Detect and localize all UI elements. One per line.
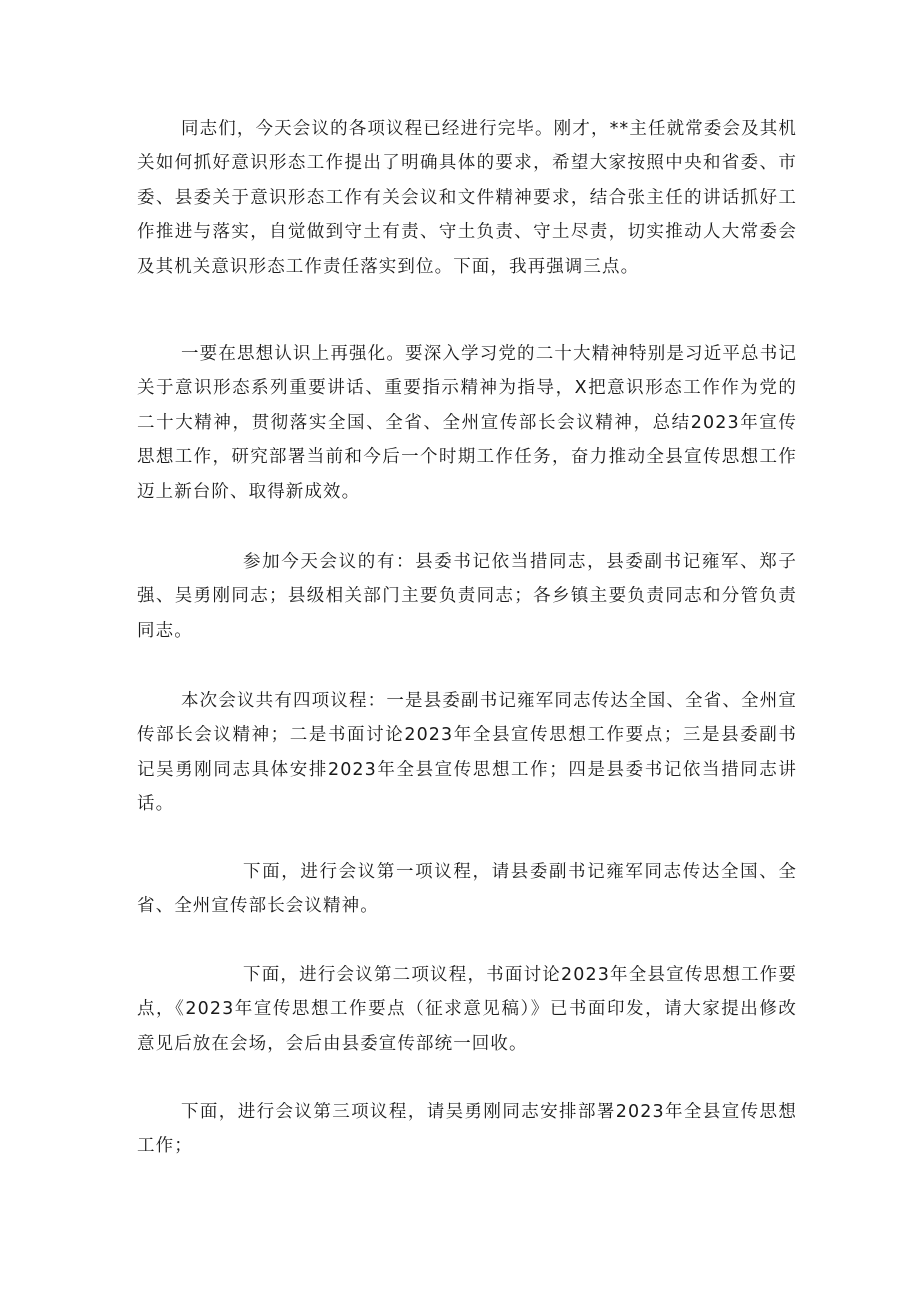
paragraph-point-one: 一要在思想认识上再强化。要深入学习党的二十大精神特别是习近平总书记关于意识形态系列重要讲话、重要指示精神为指导，X把意识形态工作作为党的二十大精神，贯彻落实全国、全省、全州宣传部长会议精神，总结2023年宣传思想工作，研究部署当前和今后一个时期工作任务，奋力推动全县宣传思想工作迈上新台阶、取得新成效。 <box>137 344 797 502</box>
paragraph-agenda-item-two: 下面，进行会议第二项议程，书面讨论2023年全县宣传思想工作要点，《2023年宣传思想工作要点（征求意见稿）》已书面印发，请大家提出修改意见后放在会场，会后由县委宣传部统一回收。 <box>137 965 797 1054</box>
paragraph-attendees: 参加今天会议的有：县委书记依当措同志，县委副书记雍军、郑子强、吴勇刚同志；县级相关部门主要负责同志；各乡镇主要负责同志和分管负责同志。 <box>137 552 797 641</box>
paragraph-agenda-item-three: 下面，进行会议第三项议程，请吴勇刚同志安排部署2023年全县宣传思想工作； <box>137 1102 797 1157</box>
paragraph-closing-remarks: 同志们，今天会议的各项议程已经进行完毕。刚才，**主任就常委会及其机关如何抓好意识形态工作提出了明确具体的要求，希望大家按照中央和省委、市委、县委关于意识形态工作有关会议和文件精神要求，结合张主任的讲话抓好工作推进与落实，自觉做到守土有责、守土负责、守土尽责，切实推动人大常委会及其机关意识形态工作责任落实到位。下面，我再强调三点。 <box>137 119 797 277</box>
paragraph-agenda: 本次会议共有四项议程：一是县委副书记雍军同志传达全国、全省、全州宣传部长会议精神；二是书面讨论2023年全县宣传思想工作要点；三是县委副书记吴勇刚同志具体安排2023年全县宣传思想工作；四是县委书记依当措同志讲话。 <box>137 691 797 815</box>
paragraph-agenda-item-one: 下面，进行会议第一项议程，请县委副书记雍军同志传达全国、全省、全州宣传部长会议精神。 <box>137 862 797 917</box>
